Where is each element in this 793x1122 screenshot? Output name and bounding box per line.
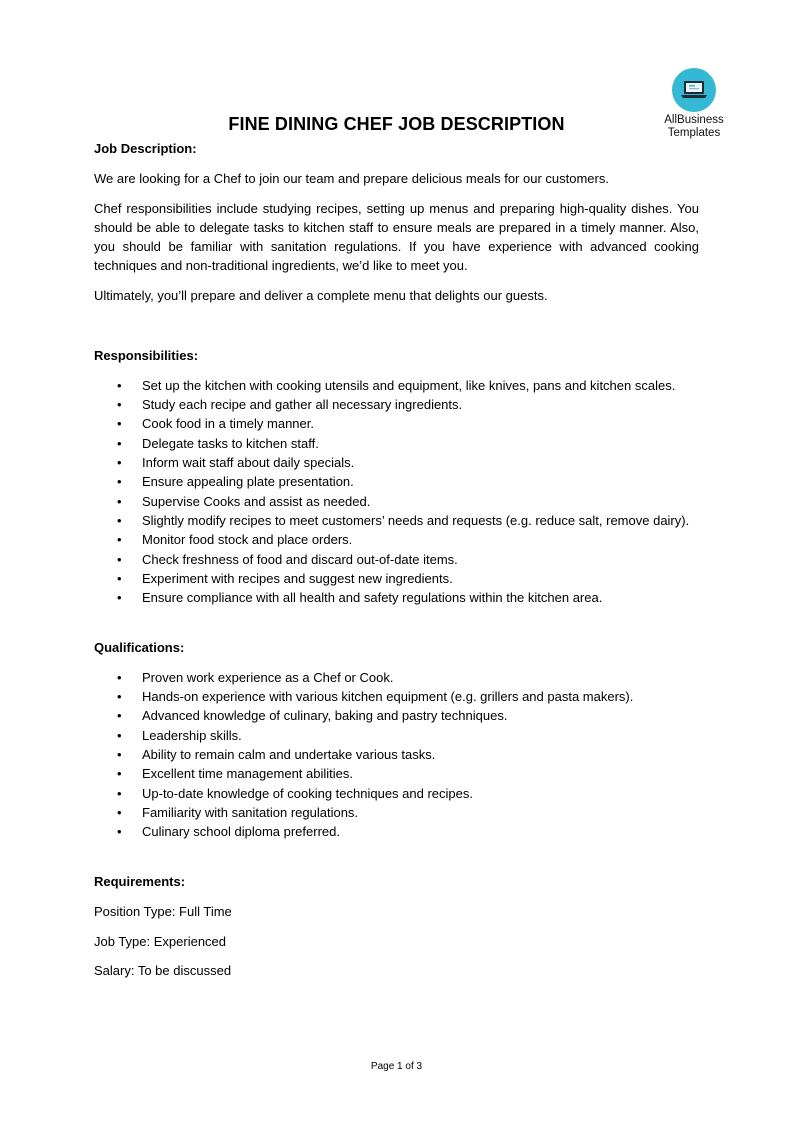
list-item: • Check freshness of food and discard out-of-date items. <box>94 550 699 569</box>
list-item: • Study each recipe and gather all necessary ingredients. <box>94 395 699 414</box>
list-item: • Slightly modify recipes to meet customers’ needs and requests (e.g. reduce salt, remove dairy). <box>94 511 699 530</box>
list-item: • Ensure appealing plate presentation. <box>94 472 699 491</box>
page-number: Page 1 of 3 <box>370 1061 423 1072</box>
intro-paragraph: We are looking for a Chef to join our team and prepare delicious meals for our customers. <box>94 170 609 186</box>
logo-line-2: Templates <box>667 127 721 139</box>
closing-paragraph: Ultimately, you’ll prepare and deliver a complete menu that delights our guests. <box>94 288 548 304</box>
logo-line-1: AllBusiness <box>664 114 724 126</box>
job-type: Job Type: Experienced <box>94 933 227 949</box>
list-item: • Up-to-date knowledge of cooking techniques and recipes. <box>94 784 699 803</box>
list-item: • Leadership skills. <box>94 726 699 745</box>
list-item: • Culinary school diploma preferred. <box>94 822 699 841</box>
list-item: • Familiarity with sanitation regulations. <box>94 803 699 822</box>
list-item: • Set up the kitchen with cooking utensils and equipment, like knives, pans and kitchen scales. <box>94 376 699 395</box>
list-item: • Experiment with recipes and suggest new ingredients. <box>94 569 699 588</box>
list-item: • Proven work experience as a Chef or Cook. <box>94 668 699 687</box>
position-type: Position Type: Full Time <box>94 903 232 919</box>
list-item: • Ensure compliance with all health and safety regulations within the kitchen area. <box>94 588 699 607</box>
responsibilities-paragraph: Chef responsibilities include studying recipes, setting up menus and preparing high-quality dishes. You should be able to delegate tasks to kitchen staff to ensure meals are prepared in a timely manner. Also, you should be familiar with sanitation regulations. If you have experience with advanced cooking techniques and non-traditional ingredients, we’d like to meet you. <box>94 200 699 274</box>
requirements-heading: Requirements: <box>94 873 186 889</box>
document-body <box>94 139 699 981</box>
qualifications-heading: Qualifications: <box>94 639 185 655</box>
list-item: • Inform wait staff about daily specials. <box>94 453 699 472</box>
list-item: • Supervise Cooks and assist as needed. <box>94 492 699 511</box>
responsibilities-heading: Responsibilities: <box>94 348 199 364</box>
page-title: FINE DINING CHEF JOB DESCRIPTION <box>228 114 565 134</box>
list-item: • Delegate tasks to kitchen staff. <box>94 434 699 453</box>
list-item: • Ability to remain calm and undertake various tasks. <box>94 745 699 764</box>
laptop-icon <box>672 68 716 112</box>
salary: Salary: To be discussed <box>94 963 232 979</box>
list-item: • Advanced knowledge of culinary, baking and pastry techniques. <box>94 706 699 725</box>
responsibilities-list <box>94 376 699 608</box>
list-item: • Monitor food stock and place orders. <box>94 530 699 549</box>
list-item: • Hands-on experience with various kitchen equipment (e.g. grillers and pasta makers). <box>94 687 699 706</box>
list-item: • Excellent time management abilities. <box>94 764 699 783</box>
job-description-heading: Job Description: <box>94 141 197 156</box>
list-item: • Cook food in a timely manner. <box>94 414 699 433</box>
qualifications-list <box>94 668 699 842</box>
